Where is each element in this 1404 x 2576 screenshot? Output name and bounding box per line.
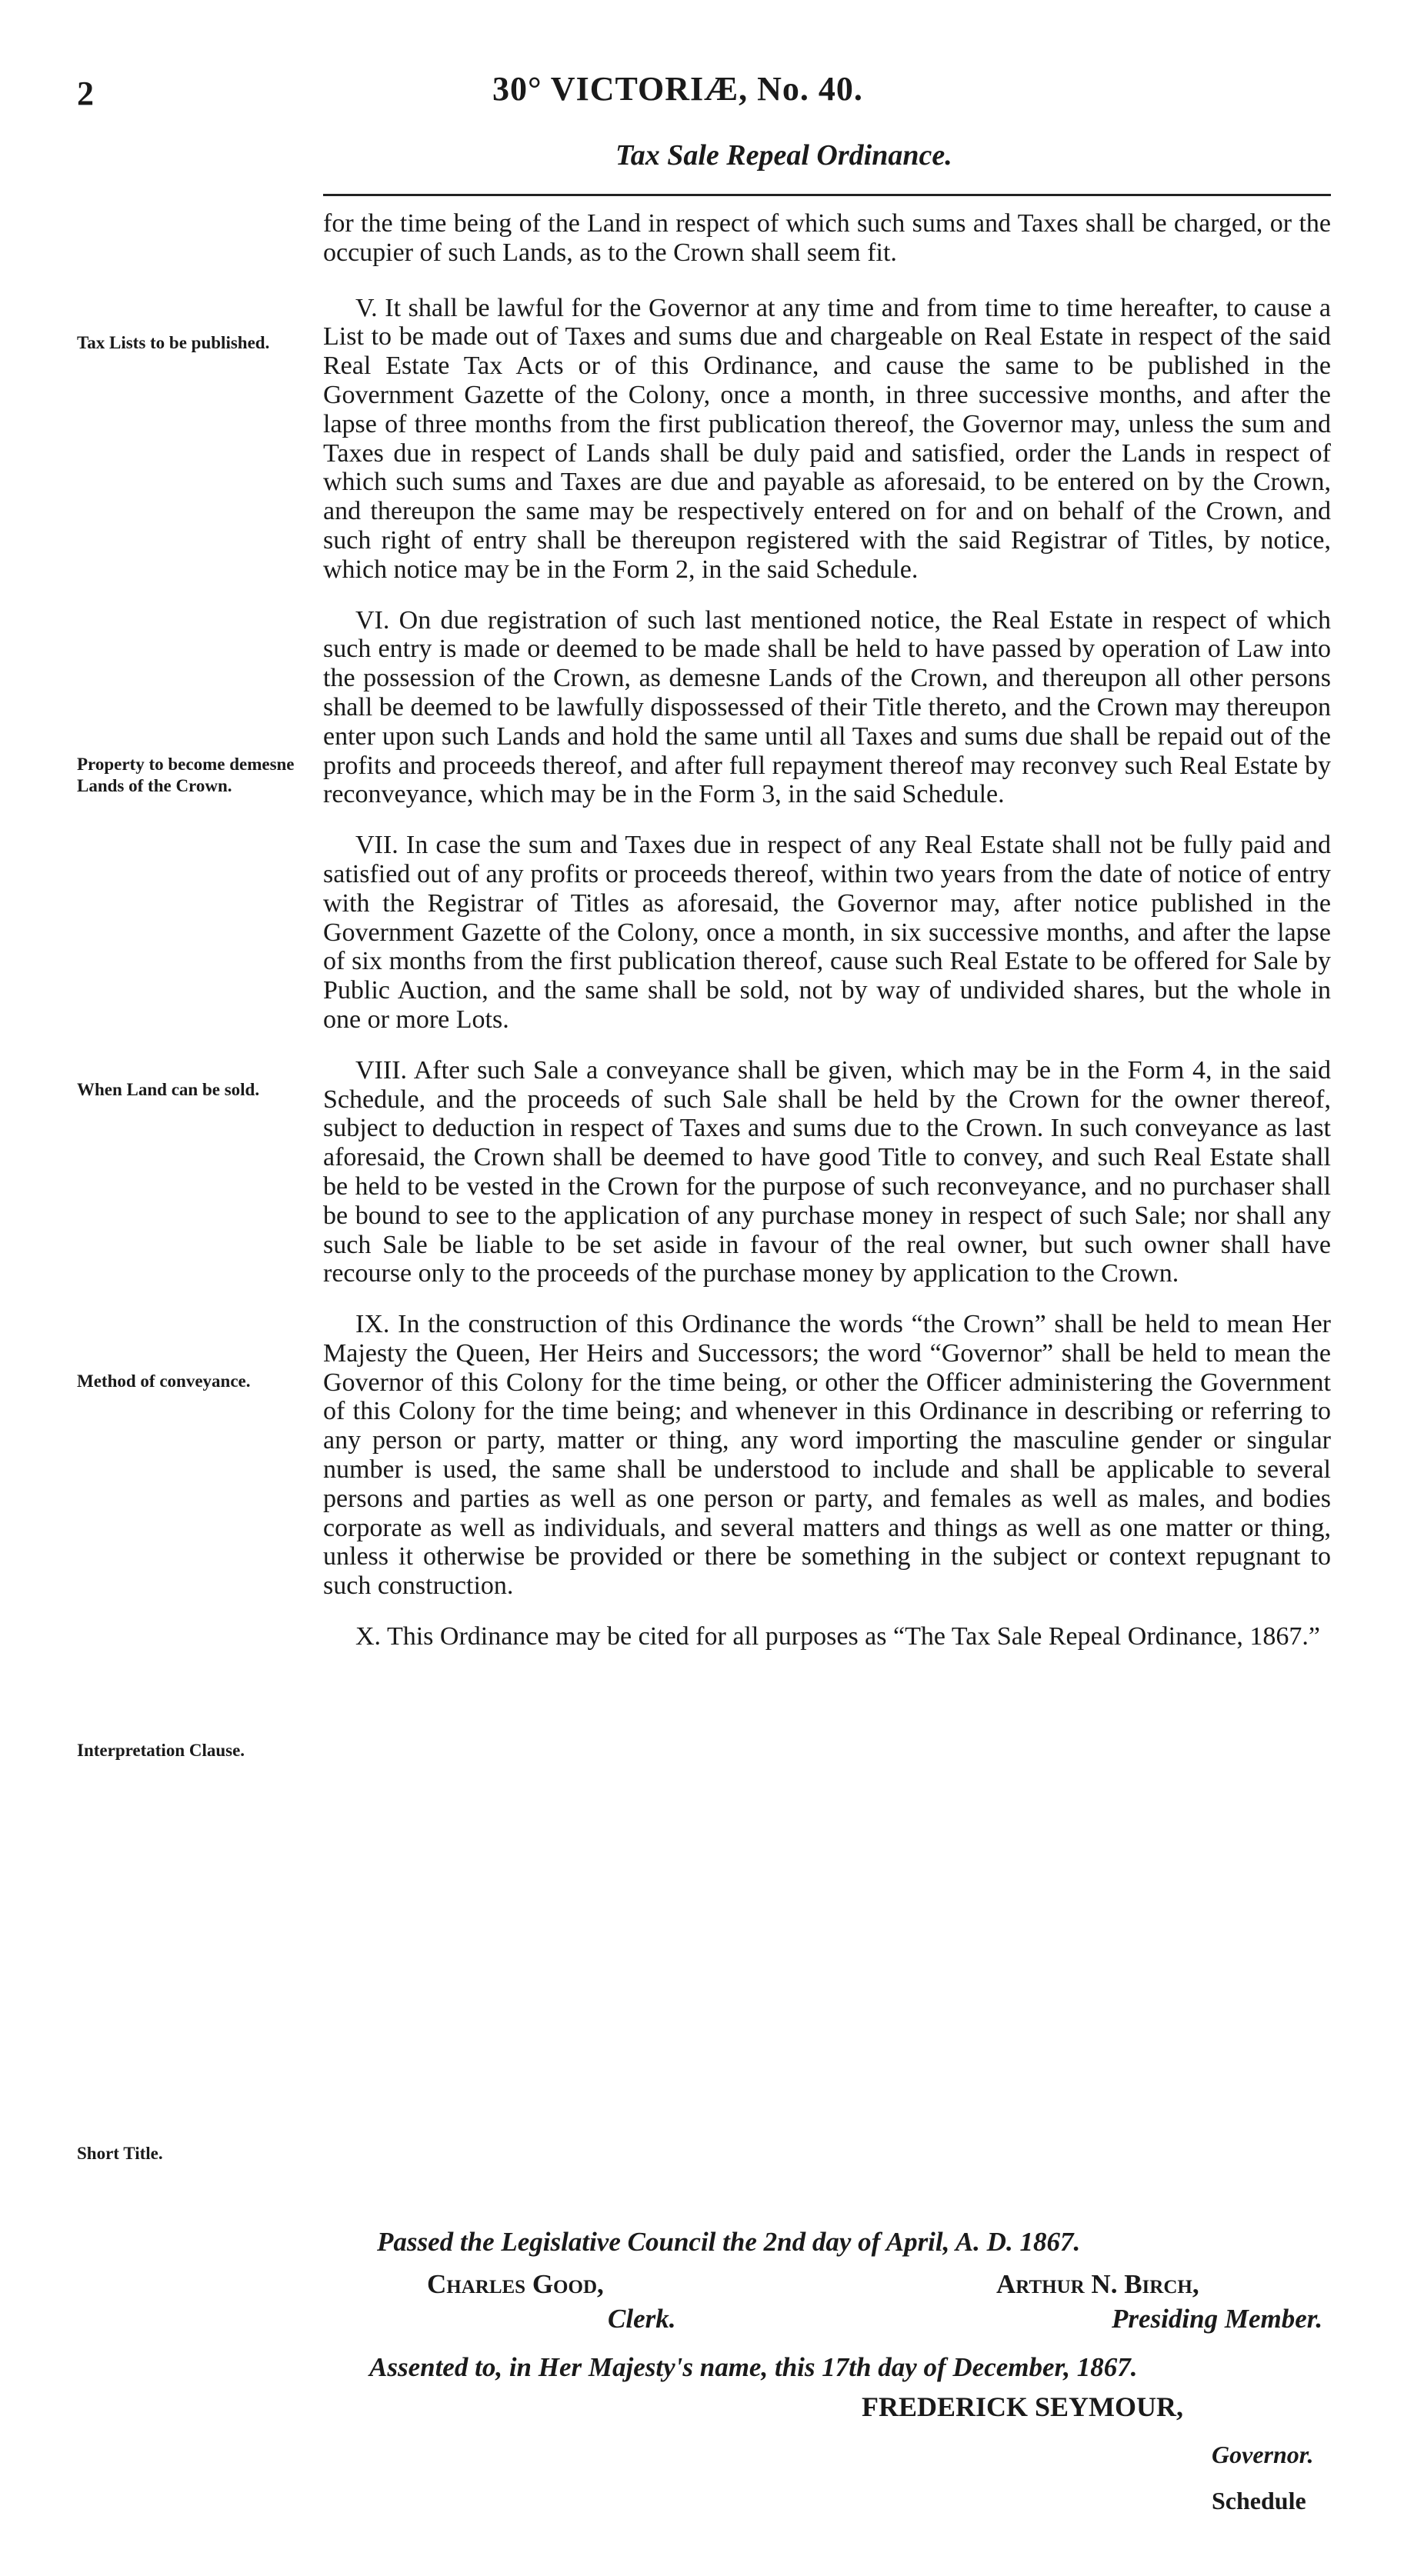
passed-line: Passed the Legislative Council the 2nd day of April, A. D. 1867. — [377, 2227, 1081, 2257]
paragraph-section-ix: IX. In the construction of this Ordinance the words “the Crown” shall be held to mean Her Majesty the Queen, Her Heirs and Successors; the word “Governor” shall be held to mean the Governor of this Colony for the time being, or other the Officer administering the Government of this Colony for the time being; and whenever in this Ordinance in describing or referring to any person or party, matter or thing, any word importing the masculine gender or singular number is used, the same shall be understood to include and shall be applicable to several persons and parties as well as one person or party, and females as well as males, and bodies corporate as well as individuals, and several matters and things as well as one matter or thing, unless it otherwise be provided or there be something in the subject or context repugnant to such construction. — [323, 1310, 1331, 1601]
margin-note-tax-lists: Tax Lists to be published. — [77, 333, 270, 352]
presiding-member-title: Presiding Member. — [1112, 2304, 1323, 2334]
presiding-member-name: Arthur N. Birch, — [996, 2269, 1199, 2299]
margin-note-interpretation: Interpretation Clause. — [77, 1741, 245, 1760]
page-subtitle: Tax Sale Repeal Ordinance. — [615, 139, 952, 172]
margin-note-land-sold: When Land can be sold. — [77, 1080, 260, 1099]
page-title: 30° VICTORIÆ, No. 40. — [492, 70, 863, 108]
paragraph-section-viii: VIII. After such Sale a conveyance shall be given, which may be in the Form 4, in the said Schedule, and the proceeds of such Sale shall be held by the Crown for the owner thereof, subject to deduction in respect of Taxes and sums due to the Crown. In such conveyance as last aforesaid, the Crown shall be deemed to have good Title to convey, and such Real Estate shall be held to be vested in the Crown for the purpose of such reconveyance, and no purchaser shall be bound to see to the application of any purchase money in respect of such Sale; nor shall any such Sale be liable to be set aside in favour of the real owner, but such owner shall have recourse only to the proceeds of the purchase money by application to the Crown. — [323, 1055, 1331, 1288]
paragraph-section-vii: VII. In case the sum and Taxes due in respect of any Real Estate shall not be fully paid and satisfied out of any profits or proceeds thereof, within two years from the date of notice of entry with the Registrar of Titles as aforesaid, the Governor may, after notice published in the Government Gazette of the Colony, once a month, in six successive months, and after the lapse of six months from the first publication thereof, cause such Real Estate to be offered for Sale by Public Auction, and the same shall be sold, not by way of undivided shares, but the whole in one or more Lots. — [323, 831, 1331, 1034]
paragraph-section-vi: VI. On due registration of such last mentioned notice, the Real Estate in respect of which such entry is made or deemed to be made shall be held to have passed by operation of Law into the possession of the Crown, as demesne Lands of the Crown, and thereupon all other persons shall be deemed to be lawfully dispossessed of their Title thereto, and the Crown may thereupon enter upon such Lands and hold the same until all Taxes and sums due shall be repaid out of the profits and proceeds thereof, and after full repayment thereof may reconvey such Real Estate by reconveyance, which may be in the Form 3, in the said Schedule. — [323, 605, 1331, 809]
governor-name: FREDERICK SEYMOUR, — [862, 2391, 1184, 2422]
assented-line: Assented to, in Her Majesty's name, this 17th day of December, 1867. — [369, 2352, 1138, 2382]
page-number: 2 — [77, 75, 94, 112]
governor-title: Governor. — [1212, 2441, 1314, 2468]
margin-note-short-title: Short Title. — [77, 2144, 163, 2163]
margin-note-conveyance: Method of conveyance. — [77, 1371, 251, 1391]
margin-note-property-crown: Property to become demesne Lands of the Crown. — [77, 755, 295, 795]
clerk-title: Clerk. — [608, 2304, 676, 2334]
catchword: Schedule — [1212, 2487, 1306, 2514]
paragraph-section-x: X. This Ordinance may be cited for all purposes as “The Tax Sale Repeal Ordinance, 1867.” — [355, 1622, 1320, 1651]
clerk-name: Charles Good, — [427, 2269, 604, 2299]
header-rule — [323, 194, 1331, 196]
paragraph-continuation: for the time being of the Land in respect of which such sums and Taxes shall be charged, or the occupier of such Lands, as to the Crown shall seem fit. — [323, 209, 1331, 267]
paragraph-section-v: V. It shall be lawful for the Governor at any time and from time to time hereafter, to cause a List to be made out of Taxes and sums due and chargeable on Real Estate in respect of the said Real Estate Tax Acts or of this Ordinance, and cause the same to be published in the Government Gazette of the Colony, once a month, in three successive months, and after the lapse of three months from the first publication thereof, the Governor may, unless the sum and Taxes due in respect of Lands shall be duly paid and satisfied, order the Lands in respect of which such sums and Taxes are due and payable as aforesaid, to be entered on by the Crown, and thereupon the same may be respectively entered on for and on behalf of the Crown, and such right of entry shall be thereupon registered with the said Registrar of Titles, by notice, which notice may be in the Form 2, in the said Schedule. — [323, 293, 1331, 584]
ordinance-body — [323, 209, 1331, 1651]
